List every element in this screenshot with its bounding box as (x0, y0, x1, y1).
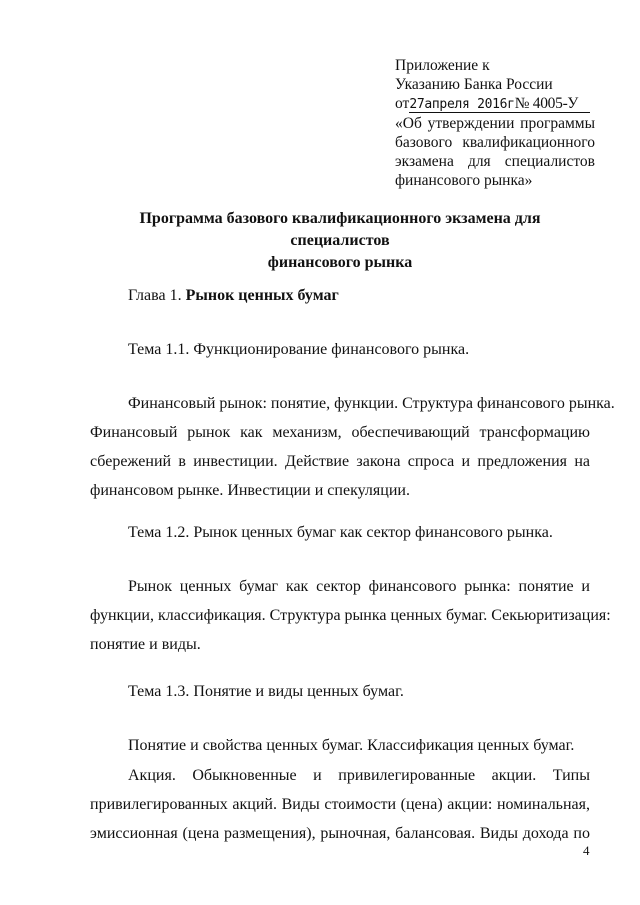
title-line: Программа базового квалификационного экзамена для специалистов (139, 210, 541, 249)
topic-paragraph: Понятие и свойства ценных бумаг. Классификация ценных бумаг. (128, 737, 575, 754)
paragraph-line: функции, классификация. Структура рынка ценных бумаг. Секьюритизация: (90, 607, 611, 624)
page-number: 4 (583, 843, 590, 858)
paragraph-line: сбережений в инвестиции. Действие закона спроса и предложения на (90, 453, 590, 470)
paragraph-line: привилегированных акций. Виды стоимости (цена) акции: номинальная, (90, 796, 590, 813)
topic-paragraph (90, 761, 590, 848)
paragraph-line: эмиссионная (цена размещения), рыночная, балансовая. Виды дохода по (90, 825, 590, 842)
title-line: финансового рынка (267, 254, 413, 271)
chapter-prefix: Глава 1. (128, 287, 186, 304)
handwritten-date: 27апреля 2016г№ 4005-У (409, 97, 590, 113)
appendix-label: Приложение к (395, 57, 490, 74)
paragraph-line: Рынок ценных бумаг как сектор финансового рынка: понятие и (128, 578, 590, 595)
paragraph-line: Финансовый рынок: понятие, функции. Структура финансового рынка. (128, 395, 615, 412)
appendix-date-number (395, 94, 595, 114)
appendix-subject-line: экзамена для специалистов (395, 153, 595, 170)
paragraph-line: Акция. Обыкновенные и привилегированные акции. Типы (128, 767, 590, 784)
appendix-header (395, 56, 595, 190)
appendix-subject-line: базового квалификационного (395, 134, 595, 151)
paragraph-line: Финансовый рынок как механизм, обеспечивающий трансформацию (90, 424, 590, 441)
paragraph-line: понятие и виды. (90, 636, 201, 653)
appendix-subject-line: финансового рынка» (395, 172, 533, 189)
appendix-reference: Указанию Банка России (395, 76, 553, 93)
topic-heading: Тема 1.2. Рынок ценных бумаг как сектор финансового рынка. (128, 524, 553, 541)
topic-heading: Тема 1.1. Функционирование финансового рынка. (128, 341, 470, 358)
topic-paragraph (90, 389, 615, 505)
document-title (90, 208, 590, 274)
appendix-subject-line: «Об утверждении программы (395, 115, 595, 132)
paragraph-line: финансовом рынке. Инвестиции и спекуляции. (90, 482, 410, 499)
number-sign: № 4005-У (514, 95, 579, 112)
topic-paragraph (90, 572, 611, 659)
chapter-name: Рынок ценных бумаг (185, 287, 339, 304)
topic-heading: Тема 1.3. Понятие и виды ценных бумаг. (128, 683, 404, 700)
chapter-heading (128, 287, 339, 305)
date-prefix: от (395, 95, 410, 112)
